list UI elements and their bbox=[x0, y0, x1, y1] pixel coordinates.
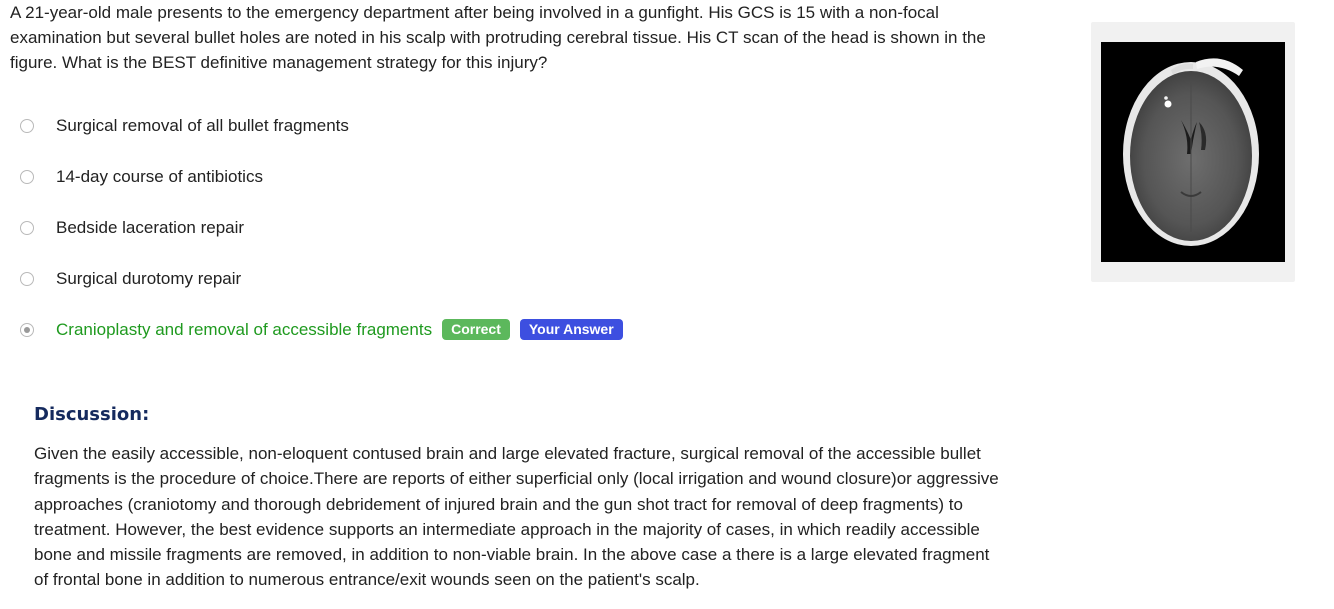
radio-button[interactable] bbox=[20, 272, 34, 286]
option-label: Surgical removal of all bullet fragments bbox=[56, 115, 349, 135]
radio-button[interactable] bbox=[20, 170, 34, 184]
option-2[interactable] bbox=[20, 151, 1020, 202]
option-1[interactable] bbox=[20, 100, 1020, 151]
option-5[interactable] bbox=[20, 304, 1020, 355]
option-label: Bedside laceration repair bbox=[56, 217, 245, 237]
radio-button[interactable] bbox=[20, 221, 34, 235]
ct-scan-image[interactable] bbox=[1101, 42, 1285, 262]
radio-button[interactable] bbox=[20, 119, 34, 133]
discussion-body: Given the easily accessible, non-eloquent contused brain and large elevated fracture, surgical removal of the accessible bullet fragments is the procedure of choice.There are reports of either superficial only (local irrigation and wound closure)or aggressive approaches (craniotomy and thorough debridement of injured brain and the gun shot tract for removal of deep fragments) to treatment. However, the best evidence supports an intermediate approach in the majority of cases, in which readily accessible bone and missile fragments are removed, in addition to non-viable brain. In the above case a there is a large elevated fragment of frontal bone in addition to numerous entrance/exit wounds seen on the patient's scalp. bbox=[34, 444, 999, 590]
answer-options bbox=[20, 100, 1020, 355]
option-3[interactable] bbox=[20, 202, 1020, 253]
option-label: 14-day course of antibiotics bbox=[56, 166, 263, 186]
option-label: Surgical durotomy repair bbox=[56, 268, 242, 288]
correct-badge: Correct bbox=[442, 319, 510, 340]
figure-panel bbox=[1091, 22, 1295, 282]
your-answer-badge: Your Answer bbox=[520, 319, 623, 340]
option-4[interactable] bbox=[20, 253, 1020, 304]
discussion-title: Discussion: bbox=[34, 404, 150, 425]
option-label: Cranioplasty and removal of accessible fragments bbox=[56, 319, 433, 339]
question-text: A 21-year-old male presents to the emergency department after being involved in a gunfight. His GCS is 15 with a non-focal examination but several bullet holes are noted in his scalp with protruding cerebral tissue. His CT scan of the head is shown in the figure. What is the BEST definitive management strategy for this injury? bbox=[10, 3, 986, 72]
radio-button-selected[interactable] bbox=[20, 323, 34, 337]
ct-scan-graphic bbox=[1101, 42, 1285, 262]
